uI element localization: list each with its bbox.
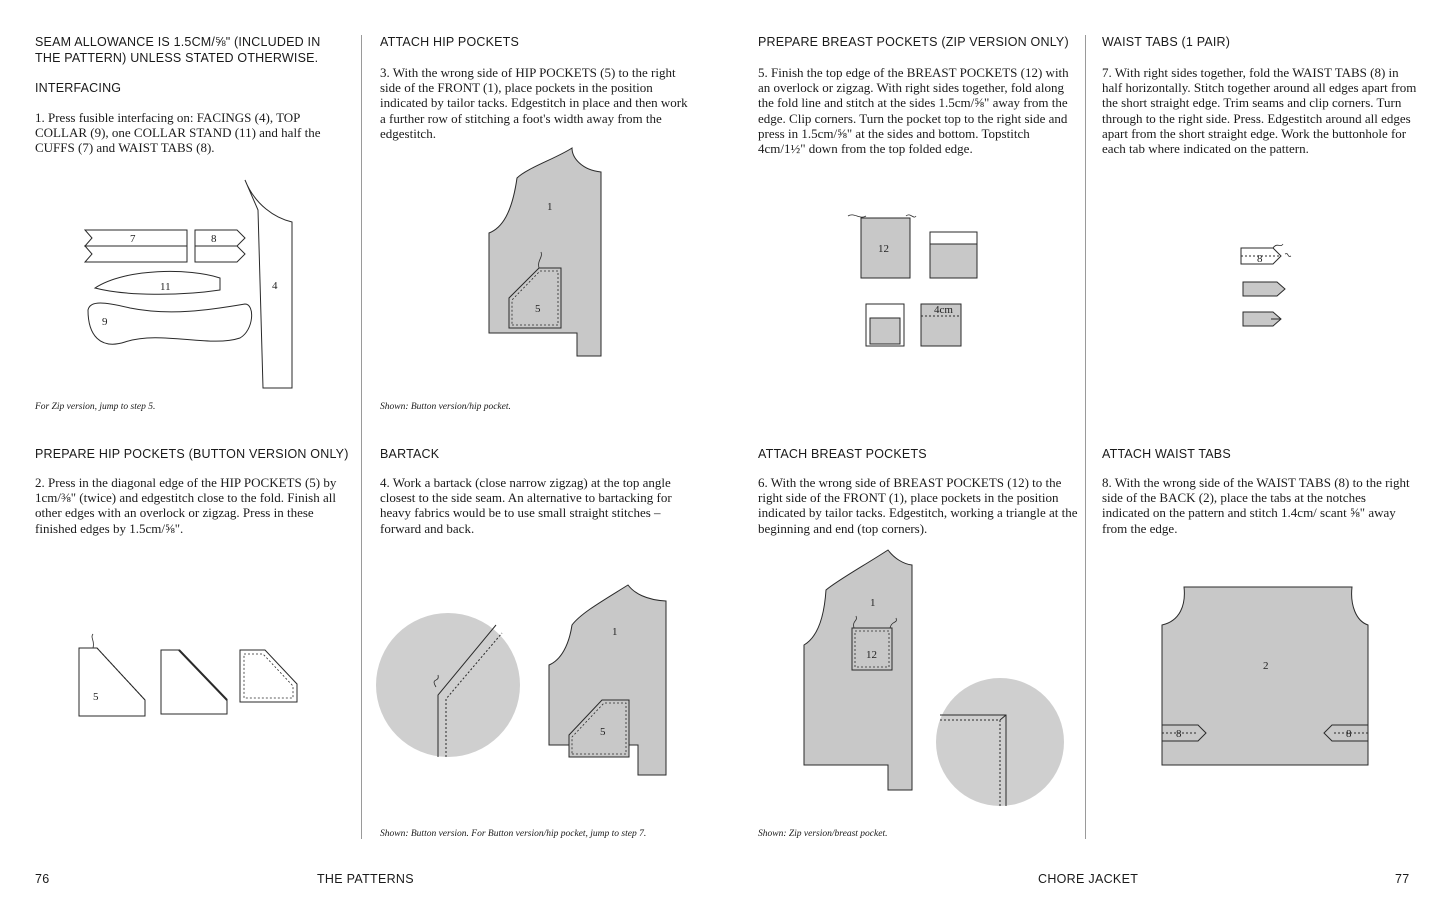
step-6-text: 6. With the wrong side of BREAST POCKETS (12) to the right side of the FRONT (1), place pockets in the position indicated by tailor tacks. Edgestitch, working a triangle at the beginning and end (top corners). — [758, 475, 1078, 536]
cuff-piece — [85, 230, 187, 246]
waist-tab-diagram — [1235, 240, 1305, 330]
right-page-number: 77 — [1395, 872, 1410, 886]
step-3-text: 3. With the wrong side of HIP POCKETS (5) to the right side of the FRONT (1), place pockets in the position indicated by tailor tacks. Edgestitch in place and then work a further row of stitching a foot's width away from the edgestitch. — [380, 65, 688, 141]
waist-tabs-heading: WAIST TABS (1 PAIR) — [1102, 35, 1231, 49]
step-6-caption: Shown: Zip version/breast pocket. — [758, 829, 888, 839]
step-5-text: 5. Finish the top edge of the BREAST POCKETS (12) with an overlock or zigzag. With right sides together, fold along the fold line and stitch at the sides 1.5cm/⅝" away from the edge. Clip corners. Turn the pocket top to the right side and press in 1.5cm/⅝" at the sides and bottom. Topstitch 4cm/1½" down from the top folded edge. — [758, 65, 1069, 157]
top-collar-piece — [88, 303, 252, 344]
bartack-heading: BARTACK — [380, 447, 440, 461]
label-hip-pocket: 5 — [535, 303, 541, 315]
column-divider-1 — [361, 35, 362, 839]
attach-waist-tabs-heading: ATTACH WAIST TABS — [1102, 447, 1231, 461]
label-cuff: 7 — [130, 233, 136, 245]
label-breast-pocket: 12 — [878, 243, 889, 255]
breast-pocket-attach-diagram — [800, 550, 1060, 800]
pocket-raw — [79, 648, 145, 716]
label-waist-tab: 8 — [211, 233, 217, 245]
waist-tab-piece — [195, 230, 245, 246]
step-1-text: 1. Press fusible interfacing on: FACINGS (4), TOP COLLAR (9), one COLLAR STAND (11) and half the CUFFS (7) and WAIST TABS (8). — [35, 110, 321, 156]
step-4-caption: Shown: Button version. For Button version/hip pocket, jump to step 7. — [380, 829, 647, 839]
label-hip-pocket: 5 — [93, 691, 99, 703]
pocket-pressed — [240, 650, 297, 702]
attach-hip-pockets-heading: ATTACH HIP POCKETS — [380, 35, 520, 49]
label-topstitch-4cm: 4cm — [934, 304, 953, 316]
label-facing: 4 — [272, 280, 278, 292]
bartack-diagram — [376, 585, 676, 835]
step-8-text: 8. With the wrong side of the WAIST TABS (8) to the right side of the BACK (2), place the tabs at the notches indicated on the pattern and stitch 1.4cm/ scant ⅝" away from the edge. — [1102, 475, 1410, 536]
bartack-detail-circle — [376, 613, 520, 757]
label-front: 1 — [870, 597, 876, 609]
right-running-title: CHORE JACKET — [1038, 872, 1139, 886]
step-1-caption: For Zip version, jump to step 5. — [35, 402, 156, 412]
seam-allowance-heading: SEAM ALLOWANCE IS 1.5CM/⅝" (INCLUDED IN THE PATTERN) UNLESS STATED OTHERWISE. — [35, 35, 321, 65]
step-4-text: 4. Work a bartack (close narrow zigzag) at the top angle closest to the side seam. An alternative to bartacking for heavy fabrics would be to use small straight stitches – forward and back. — [380, 475, 672, 536]
column-divider-2 — [1085, 35, 1086, 839]
prepare-breast-pockets-heading: PREPARE BREAST POCKETS (ZIP VERSION ONLY) — [758, 35, 1069, 49]
label-breast-pocket: 12 — [866, 649, 877, 661]
breast-pocket-prep-diagram — [848, 212, 998, 352]
back-waist-tabs-diagram — [1160, 585, 1370, 775]
label-top-collar: 9 — [102, 316, 108, 328]
label-waist-tab: 8 — [1257, 253, 1263, 265]
interfacing-heading: INTERFACING — [35, 81, 122, 95]
pocket-stitched — [161, 650, 227, 714]
label-left-tab: 8 — [1176, 728, 1182, 740]
label-hip-pocket: 5 — [600, 726, 606, 738]
step-7-text: 7. With right sides together, fold the WAIST TABS (8) in half horizontally. Stitch together around all edges apart from the short straight edge. Trim seams and clip corners. Turn through to the right side. Press. Edgestitch around all edges apart from the short straight edge. Work the buttonhole for each tab where indicated on the pattern. — [1102, 65, 1417, 157]
hip-pocket-prep-diagram — [75, 630, 325, 720]
label-front: 1 — [547, 201, 553, 213]
left-page-number: 76 — [35, 872, 50, 886]
facing-piece — [245, 180, 292, 388]
interfacing-diagram — [30, 170, 360, 410]
step-2-text: 2. Press in the diagonal edge of the HIP POCKETS (5) by 1cm/⅜" (twice) and edgestitch close to the fold. Finish all other edges with an overlock or zigzag. Press in these finished edges by 1.5cm/⅝". — [35, 475, 337, 536]
front-hip-pocket-diagram — [487, 148, 617, 358]
label-back: 2 — [1263, 660, 1269, 672]
collar-stand-piece — [95, 271, 220, 294]
cuff-piece-half — [85, 246, 187, 262]
left-running-title: THE PATTERNS — [317, 872, 414, 886]
attach-breast-pockets-heading: ATTACH BREAST POCKETS — [758, 447, 927, 461]
label-collar-stand: 11 — [160, 281, 171, 293]
prepare-hip-pockets-heading: PREPARE HIP POCKETS (BUTTON VERSION ONLY) — [35, 447, 349, 461]
label-right-tab: 8 — [1346, 728, 1352, 740]
label-front: 1 — [612, 626, 618, 638]
step-3-caption: Shown: Button version/hip pocket. — [380, 402, 511, 412]
